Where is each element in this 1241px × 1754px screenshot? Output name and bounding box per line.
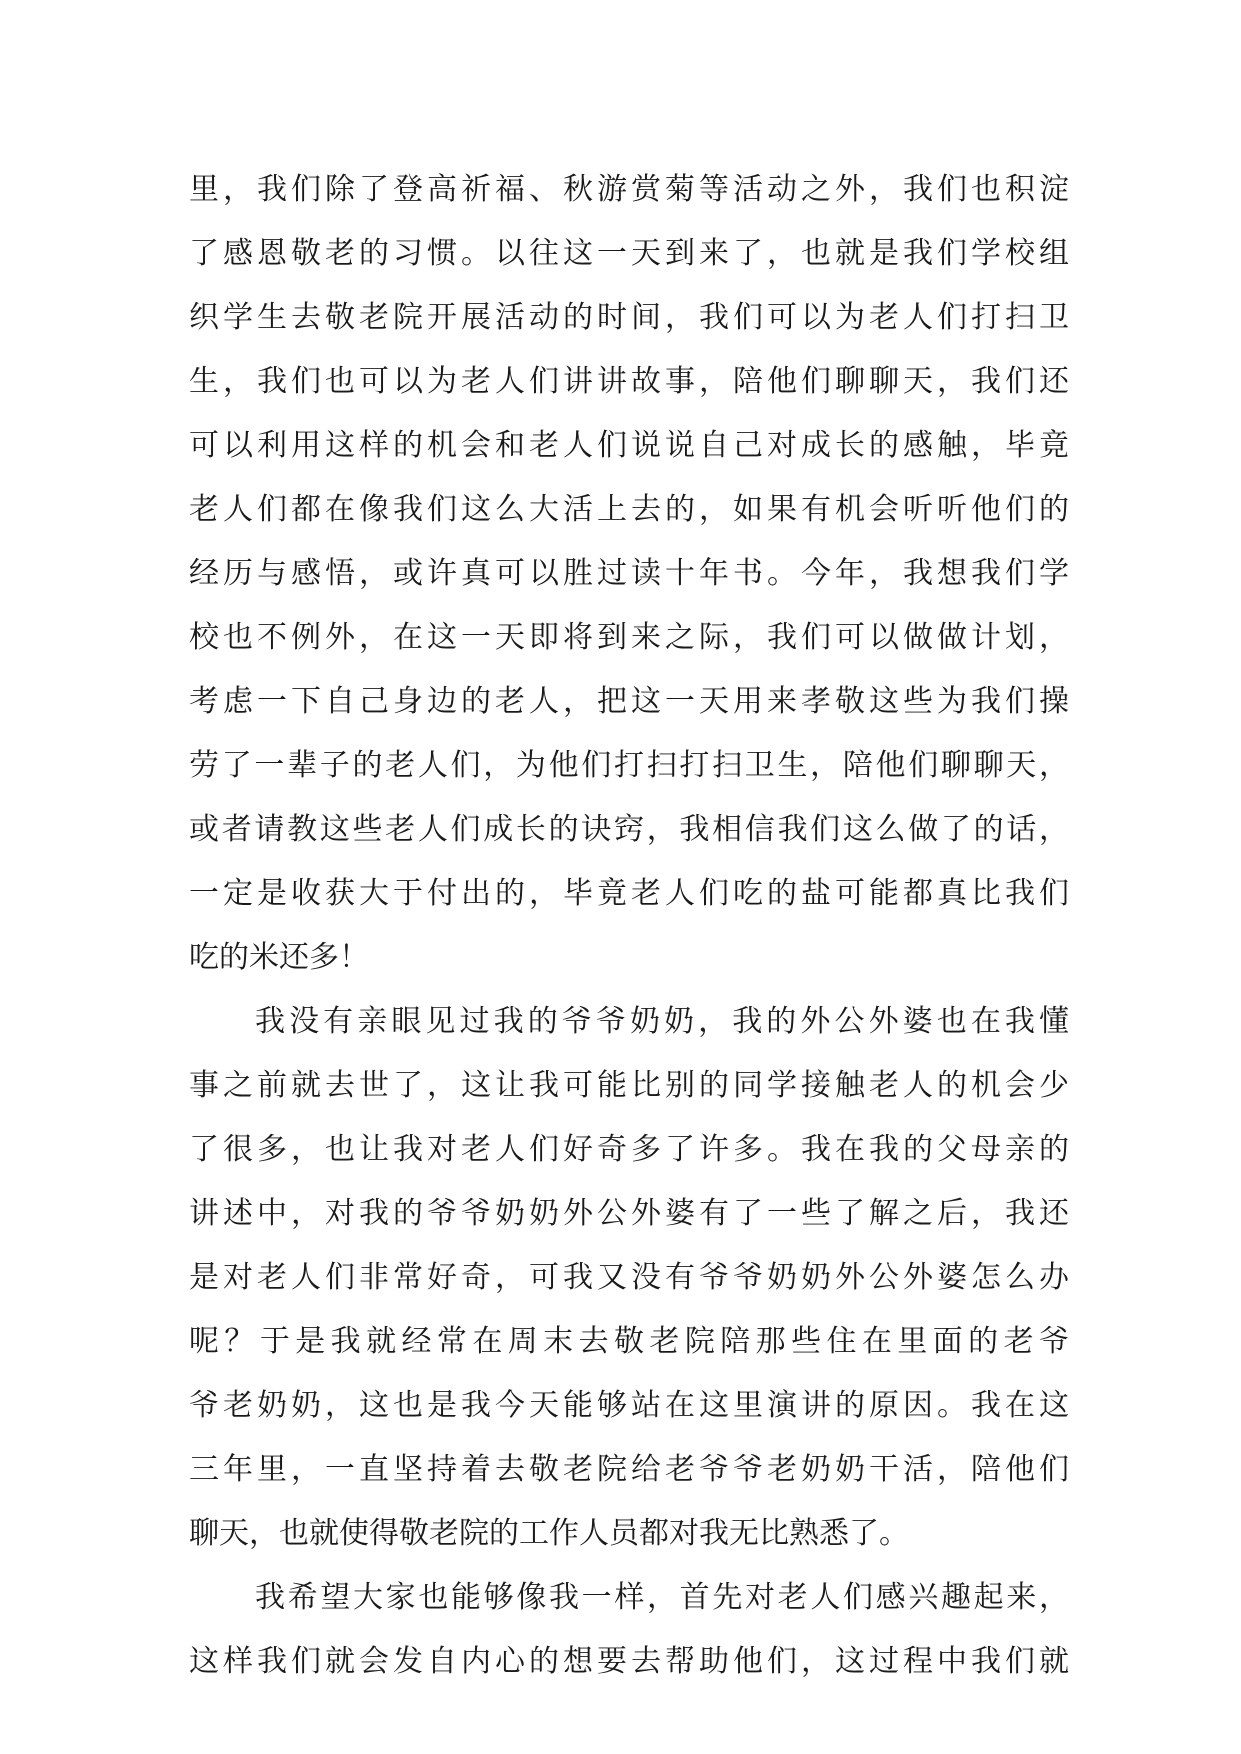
text-line: 生，我们也可以为老人们讲讲故事，陪他们聊聊天，我们还 [189, 364, 1069, 399]
text-line: 一定是收获大于付出的，毕竟老人们吃的盐可能都真比我们 [189, 876, 1069, 911]
text-line: 劳了一辈子的老人们，为他们打扫打扫卫生，陪他们聊聊天， [189, 748, 1069, 783]
text-line: 可以利用这样的机会和老人们说说自己对成长的感触，毕竟 [189, 428, 1069, 463]
text-line: 织学生去敬老院开展活动的时间，我们可以为老人们打扫卫 [189, 300, 1069, 335]
text-line: 校也不例外，在这一天即将到来之际，我们可以做做计划， [189, 620, 1069, 655]
text-line: 吃的米还多！ [189, 940, 369, 975]
text-line: 三年里，一直坚持着去敬老院给老爷爷老奶奶干活，陪他们 [189, 1452, 1069, 1487]
text-line: 事之前就去世了，这让我可能比别的同学接触老人的机会少 [189, 1068, 1069, 1103]
text-line: 聊天，也就使得敬老院的工作人员都对我无比熟悉了。 [189, 1516, 909, 1551]
text-line: 是对老人们非常好奇，可我又没有爷爷奶奶外公外婆怎么办 [189, 1260, 1069, 1295]
text-line: 或者请教这些老人们成长的诀窍，我相信我们这么做了的话， [189, 812, 1069, 847]
text-line: 呢？于是我就经常在周末去敬老院陪那些住在里面的老爷 [189, 1324, 1069, 1359]
text-line: 里，我们除了登高祈福、秋游赏菊等活动之外，我们也积淀 [189, 172, 1069, 207]
text-line: 经历与感悟，或许真可以胜过读十年书。今年，我想我们学 [189, 556, 1069, 591]
text-line: 讲述中，对我的爷爷奶奶外公外婆有了一些了解之后，我还 [189, 1196, 1069, 1231]
text-line: 了感恩敬老的习惯。以往这一天到来了，也就是我们学校组 [189, 236, 1069, 271]
text-line: 这样我们就会发自内心的想要去帮助他们，这过程中我们就 [189, 1644, 1069, 1679]
text-line: 了很多，也让我对老人们好奇多了许多。我在我的父母亲的 [189, 1132, 1069, 1167]
paragraph-first-line: 我希望大家也能够像我一样，首先对老人们感兴趣起来， [255, 1580, 1069, 1615]
text-line: 爷老奶奶，这也是我今天能够站在这里演讲的原因。我在这 [189, 1388, 1069, 1423]
paragraph-first-line: 我没有亲眼见过我的爷爷奶奶，我的外公外婆也在我懂 [255, 1004, 1069, 1039]
document-body [189, 158, 1069, 1694]
text-line: 考虑一下自己身边的老人，把这一天用来孝敬这些为我们操 [189, 684, 1069, 719]
text-line: 老人们都在像我们这么大活上去的，如果有机会听听他们的 [189, 492, 1069, 527]
